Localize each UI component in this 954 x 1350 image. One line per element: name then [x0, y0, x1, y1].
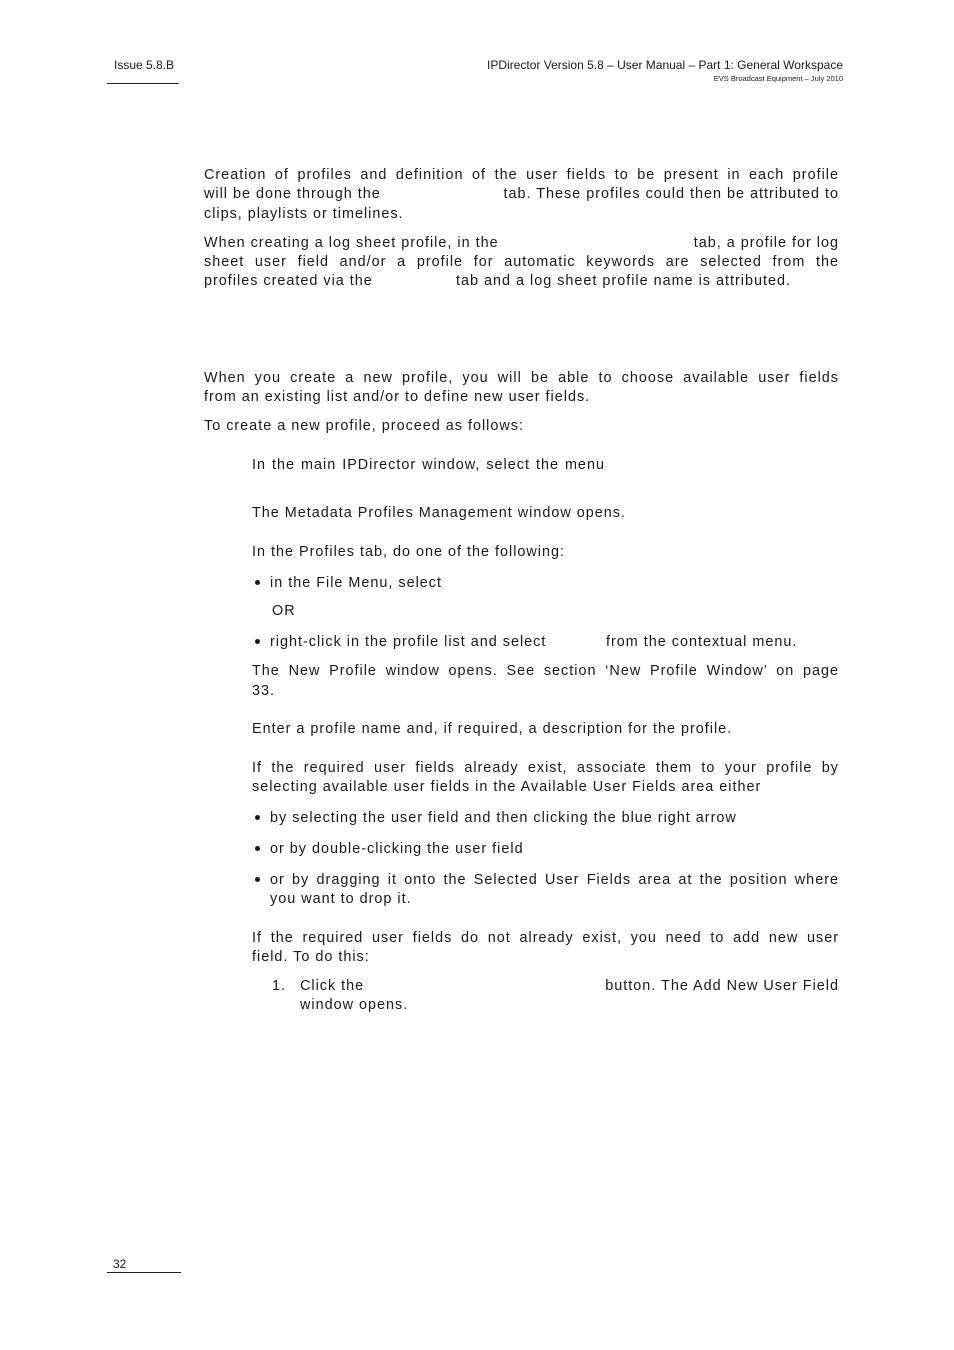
step-2-bullet-1: in the File Menu, select: [270, 575, 442, 591]
step-4: [252, 759, 839, 778]
text-line: or by dragging it onto the Selected User Fields area at the position where: [270, 872, 839, 888]
bullet-icon: [255, 580, 260, 585]
step-2-bullet-2b: from the contextual menu.: [606, 634, 798, 650]
text-line: tab and a log sheet profile name is attributed.: [456, 273, 791, 289]
substep-text-line-2: window opens.: [300, 997, 409, 1013]
text-line: When you create a new profile, you will be able to choose available user fields: [204, 370, 839, 386]
text-line: If the required user fields do not already exist, you need to add new user: [252, 930, 839, 946]
intro-paragraph-1: [204, 166, 839, 185]
text-line: tab. These profiles could then be attributed to: [503, 186, 839, 202]
create-paragraph-1: [204, 369, 839, 388]
step-4-bullet-1: by selecting the user field and then clicking the blue right arrow: [270, 810, 737, 826]
step-4-bullet-2: or by double-clicking the user field: [270, 841, 524, 857]
header-issue: Issue 5.8.B: [114, 58, 175, 72]
create-paragraph-2: To create a new profile, proceed as follows:: [204, 418, 524, 434]
text-line: The New Profile window opens. See section ‘New Profile Window’ on page: [252, 663, 839, 679]
bullet-icon: [255, 815, 260, 820]
substep-text-a: Click the: [300, 978, 365, 994]
header-subtitle: EVS Broadcast Equipment – July 2010: [713, 74, 843, 83]
header-title: IPDirector Version 5.8 – User Manual – Part 1: General Workspace: [487, 58, 843, 72]
bullet-icon: [255, 877, 260, 882]
footer-rule: [107, 1272, 181, 1273]
step-1-result: The Metadata Profiles Management window opens.: [252, 505, 626, 521]
step-1: In the main IPDirector window, select the menu: [252, 457, 605, 473]
step-2: In the Profiles tab, do one of the following:: [252, 544, 565, 560]
bullet-icon: [255, 846, 260, 851]
step-2-bullet-2a: right-click in the profile list and select: [270, 634, 547, 650]
substep-text-b: button. The Add New User Field: [605, 978, 839, 994]
step-4-bullet-3: [270, 871, 839, 890]
intro-paragraph-2: [204, 253, 839, 272]
step-2-result: [252, 662, 839, 681]
text-line: 33.: [252, 683, 276, 699]
text-line: sheet user field and/or a profile for automatic keywords are selected from the: [204, 254, 839, 270]
text-line: you want to drop it.: [270, 891, 412, 907]
step-2-or: OR: [272, 603, 296, 619]
text-line: Creation of profiles and definition of the user fields to be present in each profile: [204, 167, 839, 183]
text-line: selecting available user fields in the Available User Fields area either: [252, 779, 762, 795]
step-5: [252, 929, 839, 948]
substep-number: 1.: [272, 978, 287, 994]
text-line: will be done through the: [204, 186, 381, 202]
text-line: When creating a log sheet profile, in the: [204, 235, 499, 251]
text-line: tab, a profile for log: [693, 235, 839, 251]
header-rule: [107, 83, 179, 84]
text-line: profiles created via the: [204, 273, 373, 289]
text-line: If the required user fields already exist, associate them to your profile by: [252, 760, 839, 776]
text-line: field. To do this:: [252, 949, 370, 965]
text-line: clips, playlists or timelines.: [204, 206, 404, 222]
step-3: Enter a profile name and, if required, a description for the profile.: [252, 721, 733, 737]
text-line: from an existing list and/or to define new user fields.: [204, 389, 591, 405]
bullet-icon: [255, 639, 260, 644]
page-number: 32: [113, 1257, 127, 1271]
